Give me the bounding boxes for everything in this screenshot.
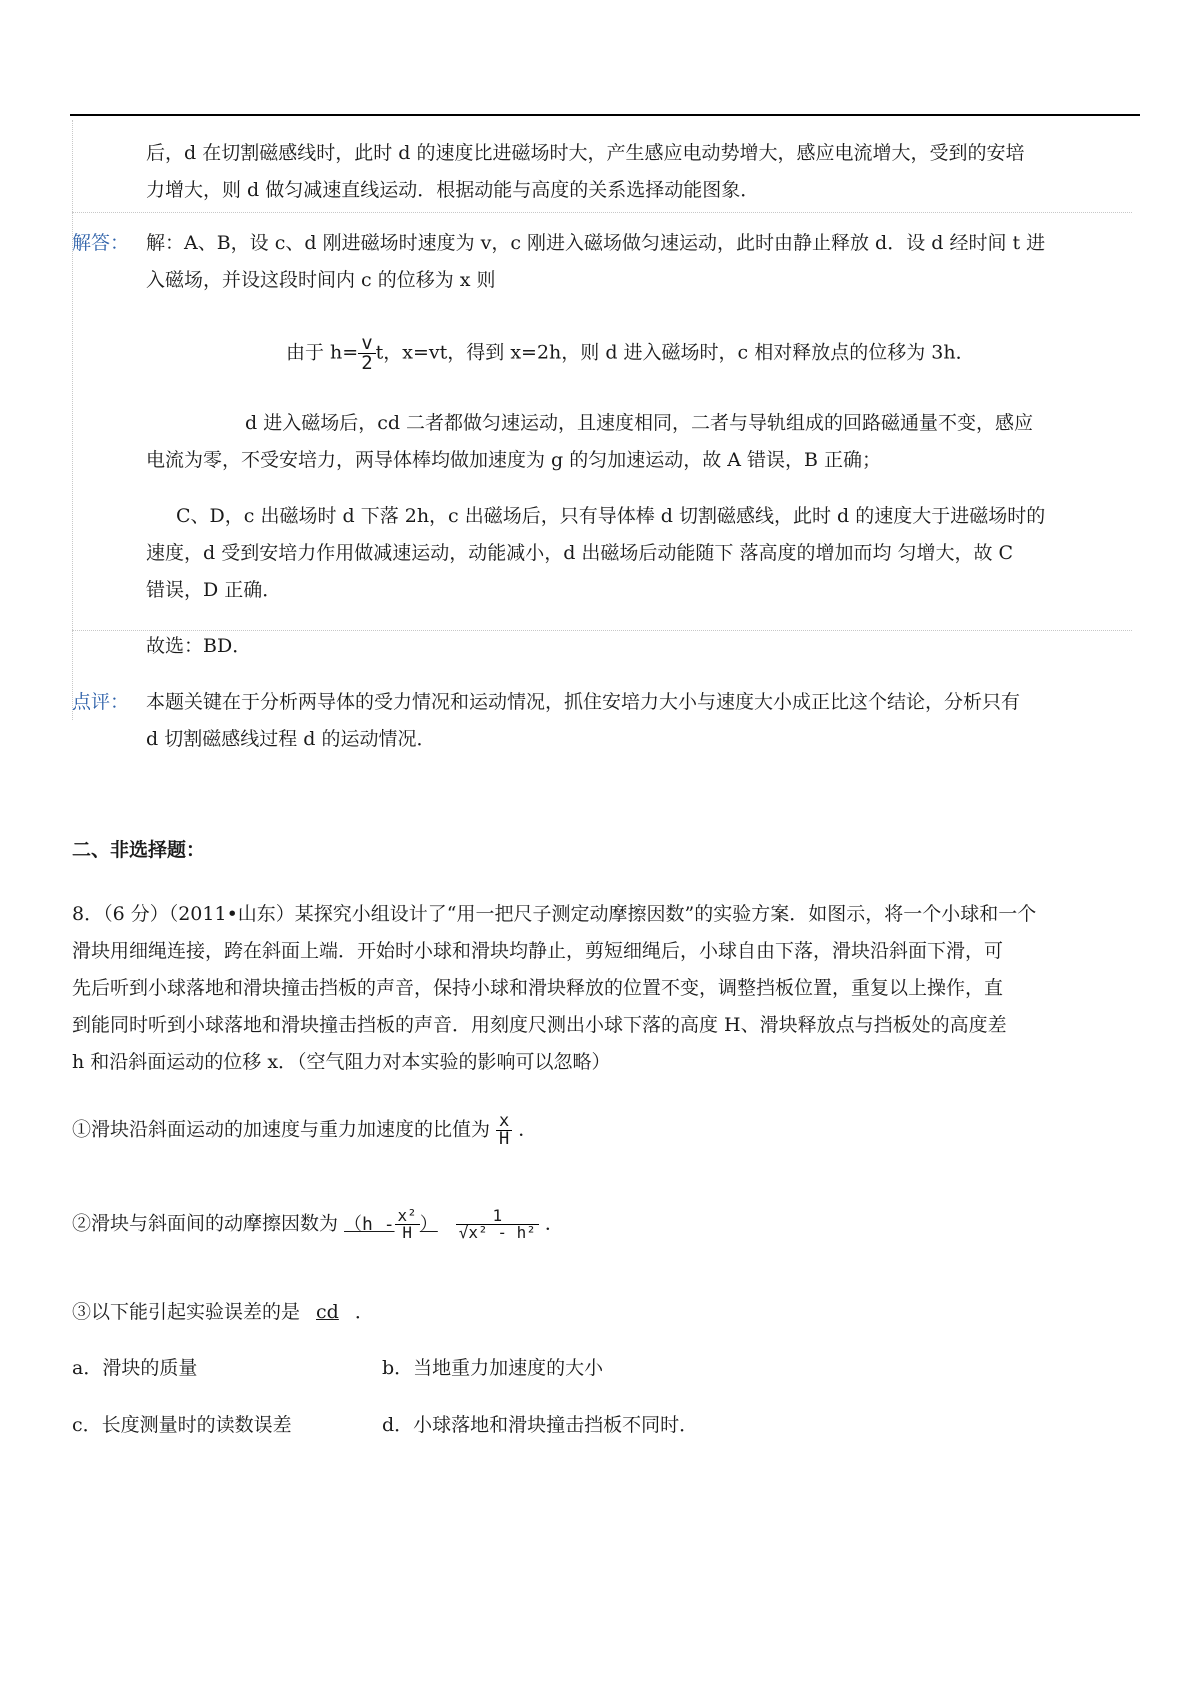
option-b: b．当地重力加速度的大小 bbox=[382, 1357, 604, 1379]
question-line: 8．（6 分）（2011•山东）某探究小组设计了“用一把尺子测定动摩擦因数”的实验方案．如图示，将一个小球和一个 bbox=[72, 903, 1037, 925]
formula-open: （h - bbox=[344, 1213, 395, 1235]
answer-line: 速度，d 受到安培力作用做减速运动，动能减小，d 出磁场后动能随下 落高度的增加而均 匀增大，故 C bbox=[146, 542, 1014, 564]
fraction-denominator: H bbox=[496, 1130, 512, 1148]
comment-label: 点评： bbox=[72, 691, 130, 713]
answer-line: d 进入磁场后，cd 二者都做匀速运动，且速度相同，二者与导轨组成的回路磁通量不变，感应 bbox=[245, 412, 1034, 434]
fraction-denominator: H bbox=[395, 1224, 420, 1241]
answer-blank bbox=[338, 1206, 545, 1242]
section-title: 二、非选择题： bbox=[72, 839, 206, 861]
subquestion-text: ③以下能引起实验误差的是 bbox=[72, 1301, 301, 1323]
fraction-numerator: x bbox=[499, 1111, 510, 1131]
answer-formula bbox=[286, 334, 975, 373]
answer-line: 电流为零，不受安培力，两导体棒均做加速度为 g 的匀加速运动，故 A 错误，B 正确； bbox=[146, 449, 882, 471]
question-line: 先后听到小球落地和滑块撞击挡板的声音，保持小球和滑块释放的位置不变，调整挡板位置，重复以上操作，直 bbox=[72, 977, 1004, 999]
answer-line: 入磁场，并设这段时间内 c 的位移为 x 则 bbox=[146, 269, 496, 291]
table-divider bbox=[72, 630, 1132, 631]
subquestion-2 bbox=[72, 1208, 564, 1241]
fraction-v-over-2 bbox=[358, 334, 375, 373]
fraction-x2-over-H bbox=[395, 1208, 420, 1241]
fraction-numerator: 1 bbox=[492, 1206, 503, 1225]
answer-choice: 故选：BD． bbox=[146, 635, 252, 657]
answer-blank bbox=[490, 1111, 518, 1149]
subquestion-1 bbox=[72, 1113, 537, 1148]
fraction-numerator: x² bbox=[397, 1206, 417, 1225]
fraction-denominator: 2 bbox=[358, 353, 375, 373]
fraction-x-over-H bbox=[496, 1113, 512, 1148]
answer-line: C、D，c 出磁场时 d 下落 2h，c 出磁场后，只有导体棒 d 切割磁感线，此时 d 的速度大于进磁场时的 bbox=[176, 505, 1046, 527]
answer-label: 解答： bbox=[72, 232, 130, 254]
option-c: c．长度测量时的读数误差 bbox=[72, 1414, 292, 1436]
formula-close: ） bbox=[419, 1213, 438, 1235]
formula-prefix: 由于 h= bbox=[286, 341, 359, 364]
analysis-line: 后，d 在切割磁感线时，此时 d 的速度比进磁场时大，产生感应电动势增大，感应电流增大，受到的安培 bbox=[146, 142, 1025, 164]
answer-line: 解：A、B，设 c、d 刚进磁场时速度为 v，c 刚进入磁场做匀速运动，此时由静止释放 d．设 d 经时间 t 进 bbox=[146, 232, 1046, 254]
question-line: 滑块用细绳连接，跨在斜面上端．开始时小球和滑块均静止，剪短细绳后，小球自由下落，滑块沿斜面下滑，可 bbox=[72, 940, 1004, 962]
end-mark: ． bbox=[354, 1301, 374, 1323]
answer-blank: cd bbox=[316, 1301, 339, 1323]
fraction-one-over-root bbox=[456, 1208, 539, 1241]
option-d: d．小球落地和滑块撞击挡板不同时． bbox=[382, 1414, 699, 1436]
end-mark: ． bbox=[544, 1212, 564, 1235]
table-divider bbox=[72, 212, 1132, 213]
subquestion-text: ①滑块沿斜面运动的加速度与重力加速度的比值为 bbox=[72, 1118, 491, 1141]
formula-suffix: t，x=vt，得到 x=2h，则 d 进入磁场时，c 相对释放点的位移为 3h． bbox=[375, 341, 975, 364]
header-rule bbox=[70, 114, 1140, 116]
fraction-denominator: √x² - h² bbox=[456, 1224, 539, 1241]
subquestion-3 bbox=[72, 1299, 374, 1325]
analysis-line: 力增大，则 d 做匀减速直线运动．根据动能与高度的关系选择动能图象． bbox=[146, 179, 760, 201]
comment-line: d 切割磁感线过程 d 的运动情况． bbox=[146, 728, 436, 750]
end-mark: ． bbox=[518, 1118, 538, 1141]
fraction-numerator: v bbox=[361, 332, 373, 354]
answer-line: 错误，D 正确． bbox=[146, 579, 282, 601]
option-a: a．滑块的质量 bbox=[72, 1357, 198, 1379]
question-line: 到能同时听到小球落地和滑块撞击挡板的声音．用刻度尺测出小球下落的高度 H、滑块释放点与挡板处的高度差 bbox=[72, 1014, 1007, 1036]
comment-line: 本题关键在于分析两导体的受力情况和运动情况，抓住安培力大小与速度大小成正比这个结论，分析只有 bbox=[146, 691, 1021, 713]
question-line: h 和沿斜面运动的位移 x．（空气阻力对本实验的影响可以忽略） bbox=[72, 1051, 611, 1073]
subquestion-text: ②滑块与斜面间的动摩擦因数为 bbox=[72, 1212, 339, 1235]
